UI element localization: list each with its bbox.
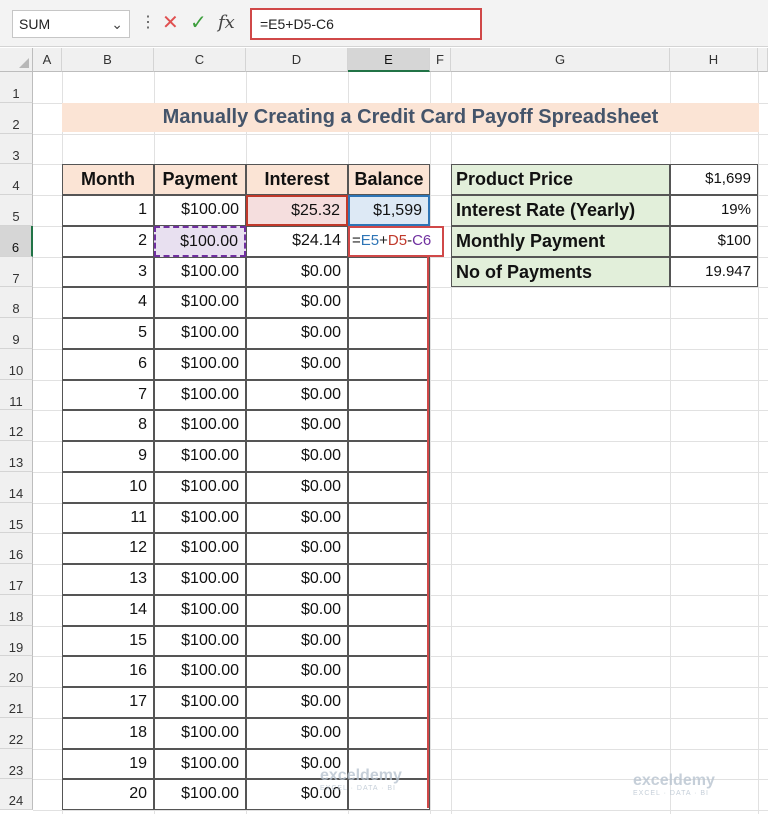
row-header-21[interactable]: 21 [0,687,33,718]
formula-part: D5 [387,231,408,249]
table-cell-balance[interactable] [348,626,430,657]
row-header-13[interactable]: 13 [0,441,33,472]
select-all-corner[interactable] [0,48,33,72]
table-cell-payment[interactable]: $100.00 [154,472,246,503]
table-cell-payment[interactable]: $100.00 [154,257,246,288]
table-cell-interest[interactable]: $0.00 [246,656,348,687]
table-cell-payment[interactable]: $100.00 [154,718,246,749]
table-cell-payment[interactable]: $100.00 [154,226,246,257]
table-cell-month[interactable]: 13 [62,564,154,595]
info-value[interactable]: 19% [670,195,758,226]
table-cell-month[interactable]: 1 [62,195,154,226]
table-cell-interest[interactable]: $24.14 [246,226,348,257]
watermark-logo [320,767,402,792]
table-cell-payment[interactable]: $100.00 [154,687,246,718]
table-cell-month[interactable]: 19 [62,749,154,780]
name-box[interactable] [12,10,130,38]
table-cell-payment[interactable]: $100.00 [154,533,246,564]
formula-part: = [352,231,361,249]
table-cell-month[interactable]: 17 [62,687,154,718]
column-header-h[interactable]: H [670,48,758,72]
formula-actions [160,10,246,38]
row-header-23[interactable]: 23 [0,749,33,780]
info-value[interactable]: 19.947 [670,257,758,288]
row-header-5[interactable]: 5 [0,195,33,226]
row-header-22[interactable]: 22 [0,718,33,749]
formula-part: - [407,231,413,249]
formula-bar [0,0,768,47]
column-header-b[interactable]: B [62,48,154,72]
table-cell-month[interactable]: 16 [62,656,154,687]
row-header-6[interactable]: 6 [0,226,33,257]
table-cell-balance[interactable] [348,533,430,564]
row-header-10[interactable]: 10 [0,349,33,380]
row-header-16[interactable]: 16 [0,533,33,564]
table-cell-balance[interactable] [348,595,430,626]
table-header-month[interactable]: Month [62,164,154,195]
table-cell-interest[interactable]: $25.32 [246,195,348,226]
table-cell-payment[interactable]: $100.00 [154,749,246,780]
column-header-filler [758,48,768,72]
table-cell-payment[interactable]: $100.00 [154,656,246,687]
formula-part: E5 [360,231,380,249]
table-cell-balance[interactable] [348,656,430,687]
table-header-interest[interactable]: Interest [246,164,348,195]
table-cell-payment[interactable]: $100.00 [154,503,246,534]
table-cell-month[interactable]: 15 [62,626,154,657]
row-header-1[interactable]: 1 [0,72,33,103]
table-cell-month[interactable]: 14 [62,595,154,626]
more-options-icon[interactable]: ⋮ [140,14,155,31]
watermark-brand: exceldemy [320,767,402,784]
table-cell-month[interactable]: 7 [62,380,154,411]
row-header-12[interactable]: 12 [0,410,33,441]
table-cell-balance[interactable] [348,718,430,749]
table-header-balance[interactable]: Balance [348,164,430,195]
table-cell-interest[interactable]: $0.00 [246,287,348,318]
row-header-14[interactable]: 14 [0,472,33,503]
table-cell-payment[interactable]: $100.00 [154,441,246,472]
fill-down-arrow [427,257,429,809]
table-cell-month[interactable]: 2 [62,226,154,257]
table-cell-interest[interactable]: $0.00 [246,441,348,472]
formula-part: + [379,231,388,249]
table-cell-interest[interactable]: $0.00 [246,595,348,626]
table-cell-payment[interactable]: $100.00 [154,595,246,626]
table-cell-balance[interactable] [348,687,430,718]
row-header-17[interactable]: 17 [0,564,33,595]
table-cell-interest[interactable]: $0.00 [246,626,348,657]
watermark-logo-2 [633,772,715,797]
table-cell-balance[interactable] [348,441,430,472]
table-cell-balance[interactable] [348,472,430,503]
column-header-f[interactable]: F [430,48,451,72]
table-cell-balance[interactable] [348,410,430,441]
row-header-4[interactable]: 4 [0,164,33,195]
table-cell-balance[interactable] [348,349,430,380]
table-cell-payment[interactable]: $100.00 [154,195,246,226]
table-cell-balance[interactable] [348,287,430,318]
table-cell-month[interactable]: 9 [62,441,154,472]
editing-cell-e6[interactable] [348,226,444,257]
table-cell-payment[interactable]: $100.00 [154,410,246,441]
table-cell-month[interactable]: 20 [62,779,154,810]
table-cell-interest[interactable]: $0.00 [246,503,348,534]
table-cell-balance[interactable]: $1,599 [348,195,430,226]
row-header-8[interactable]: 8 [0,287,33,318]
row-header-2[interactable]: 2 [0,103,33,134]
table-cell-interest[interactable]: $0.00 [246,472,348,503]
formula-part: C6 [412,231,432,249]
column-header-a[interactable]: A [33,48,62,72]
table-cell-month[interactable]: 6 [62,349,154,380]
gridline [33,810,768,811]
info-value[interactable]: $1,699 [670,164,758,195]
table-cell-interest[interactable]: $0.00 [246,349,348,380]
table-cell-payment[interactable]: $100.00 [154,779,246,810]
table-header-payment[interactable]: Payment [154,164,246,195]
table-cell-interest[interactable]: $0.00 [246,533,348,564]
table-cell-month[interactable]: 11 [62,503,154,534]
formula-input[interactable]: =E5+D5-C6 [250,8,482,40]
row-header-18[interactable]: 18 [0,595,33,626]
row-header-9[interactable]: 9 [0,318,33,349]
row-header-24[interactable]: 24 [0,779,33,810]
row-header-3[interactable]: 3 [0,134,33,165]
table-cell-month[interactable]: 18 [62,718,154,749]
column-header-g[interactable]: G [451,48,670,72]
worksheet-grid[interactable] [33,72,768,814]
table-cell-payment[interactable]: $100.00 [154,626,246,657]
name-box-value: SUM [19,16,51,32]
table-cell-interest[interactable]: $0.00 [246,564,348,595]
row-header-11[interactable]: 11 [0,380,33,411]
table-cell-interest[interactable]: $0.00 [246,687,348,718]
table-cell-month[interactable]: 3 [62,257,154,288]
table-cell-payment[interactable]: $100.00 [154,564,246,595]
table-cell-interest[interactable]: $0.00 [246,257,348,288]
table-cell-payment[interactable]: $100.00 [154,318,246,349]
table-cell-payment[interactable]: $100.00 [154,287,246,318]
table-cell-balance[interactable] [348,503,430,534]
enter-icon[interactable]: ✓ [190,12,207,34]
table-cell-balance[interactable] [348,318,430,349]
table-cell-interest[interactable]: $0.00 [246,318,348,349]
column-header-e[interactable]: E [348,48,430,72]
info-label: Interest Rate (Yearly) [451,195,670,226]
table-cell-interest[interactable]: $0.00 [246,718,348,749]
watermark-tagline: EXCEL · DATA · BI [320,785,396,792]
table-cell-payment[interactable]: $100.00 [154,380,246,411]
info-value[interactable]: $100 [670,226,758,257]
table-cell-month[interactable]: 10 [62,472,154,503]
sheet-title: Manually Creating a Credit Card Payoff Spreadsheet [62,103,759,132]
column-header-d[interactable]: D [246,48,348,72]
table-cell-balance[interactable] [348,257,430,288]
row-header-19[interactable]: 19 [0,626,33,657]
table-cell-balance[interactable] [348,380,430,411]
table-cell-month[interactable]: 12 [62,533,154,564]
function-icon[interactable]: fx [218,12,235,33]
table-cell-month[interactable]: 4 [62,287,154,318]
table-cell-interest[interactable]: $0.00 [246,749,348,780]
table-cell-interest[interactable]: $0.00 [246,410,348,441]
table-cell-month[interactable]: 8 [62,410,154,441]
table-cell-payment[interactable]: $100.00 [154,349,246,380]
watermark-tagline-2: EXCEL · DATA · BI [633,790,709,797]
watermark-brand-2: exceldemy [633,772,715,789]
table-cell-month[interactable]: 5 [62,318,154,349]
info-label: No of Payments [451,257,670,288]
table-cell-balance[interactable] [348,564,430,595]
chevron-down-icon[interactable]: ⌄ [111,16,123,32]
row-header-7[interactable]: 7 [0,257,33,288]
gridline [33,134,768,135]
column-header-c[interactable]: C [154,48,246,72]
gridline [758,72,759,814]
cancel-icon[interactable]: ✕ [162,12,179,34]
table-cell-interest[interactable]: $0.00 [246,380,348,411]
info-label: Product Price [451,164,670,195]
table-cell-interest[interactable]: $0.00 [246,779,348,810]
row-header-15[interactable]: 15 [0,503,33,534]
row-header-20[interactable]: 20 [0,656,33,687]
info-label: Monthly Payment [451,226,670,257]
gridline [430,72,431,814]
